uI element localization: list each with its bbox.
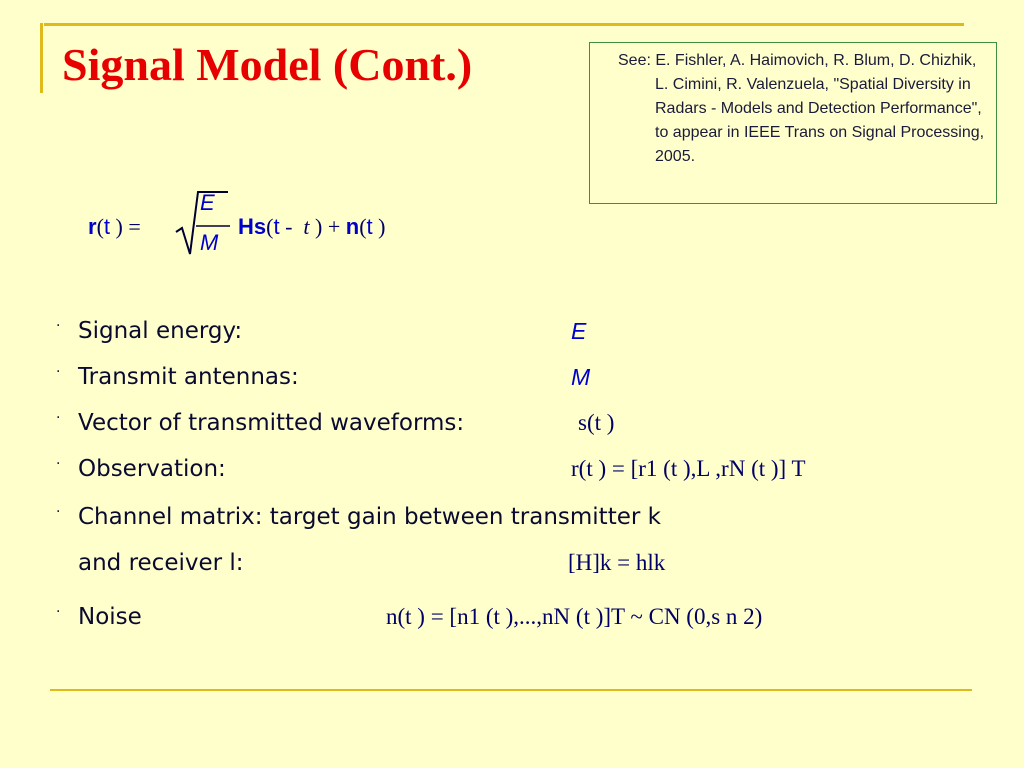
bullet-value: [H]k = hlk [568,550,666,575]
bullet-label: Vector of transmitted waveforms: [78,410,465,436]
bullet-marker: · [56,410,61,426]
bullet-value: M [571,364,591,390]
bullet-marker: · [56,364,61,380]
bullet-label: Observation: [78,456,226,482]
bullet-label: Channel matrix: target gain between transmitter k [78,504,661,530]
bullet-marker: · [56,456,61,472]
bullet-value: E [571,318,587,344]
equation-lhs: r(t ) = [88,214,141,239]
bullet-value: s(t ) [578,410,615,435]
bullet-marker: · [56,504,61,520]
bullet-marker: · [56,318,61,334]
bullet-marker: · [56,604,61,620]
bottom-rule [50,689,972,691]
bullet-label: Signal energy: [78,318,243,344]
sqrt-denominator: M [200,230,219,255]
citation-box: See: E. Fishler, A. Haimovich, R. Blum, D. Chizhik, L. Cimini, R. Valenzuela, "Spatial Diversity in Radars - Models and Detection Performance", to appear in IEEE Trans on Signal Processing, 2005. [589,42,997,204]
top-rule [44,23,964,26]
slide-title: Signal Model (Cont.) [62,39,473,90]
bullet-value: r(t ) = [r1 (t ),L ,rN (t )] T [571,456,806,481]
sqrt-numerator: E [200,190,215,215]
bullet-label: Noise [78,604,142,630]
equation-rhs: Hs(t - t ) + n(t ) [238,214,386,239]
left-rule [40,23,43,93]
bullet-label: and receiver l: [78,550,244,576]
bullet-value: n(t ) = [n1 (t ),...,nN (t )]T ~ CN (0,s n 2) [386,604,763,629]
bullet-label: Transmit antennas: [78,364,299,390]
